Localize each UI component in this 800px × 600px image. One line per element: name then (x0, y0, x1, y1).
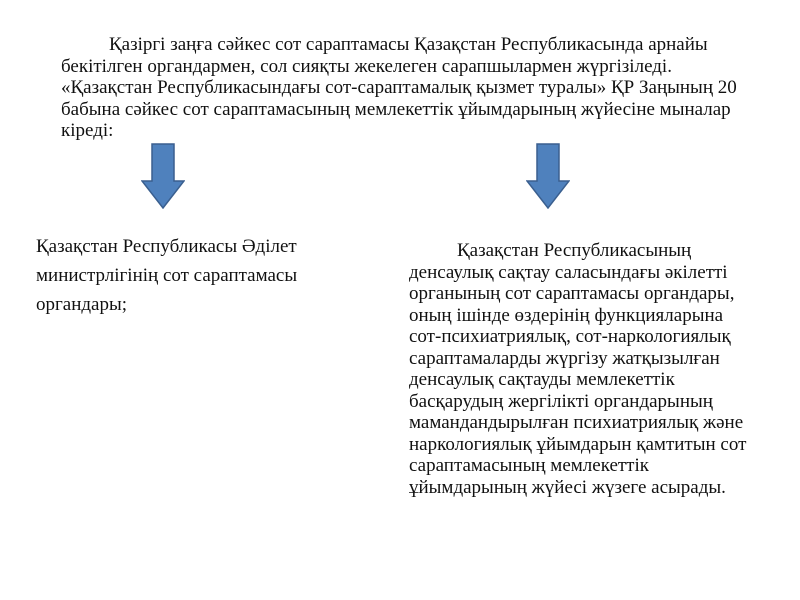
right-column-paragraph (409, 240, 759, 498)
intro-text: Қазіргі заңға сәйкес сот сараптамасы Қазақстан Республикасында арнайы бекітілген органдармен, сол сияқты жекелеген сарапшылармен жүргізіледі. «Қазақстан Республикасындағы сот-сараптамалық қызмет туралы» ҚР Заңының 20 бабына сәйкес сот сараптамасының мемлекеттік ұйымдарының жүйесіне мыналар кіреді: (61, 34, 737, 141)
right-column-text: Қазақстан Республикасының денсаулық сақтау саласындағы әкілетті органының сот сараптамасы органдары, оның ішінде өздерінің функцияларына сот-психиатриялық, сот-наркологиялық сараптамаларды жүргізу жатқызылған денсаулық сақтауды мемлекеттік басқарудың жергілікті органдарының мамандандырылған психиатриялық және наркологиялық ұйымдарын қамтитын сот сараптамасының мемлекеттік ұйымдарының жүйесі жүзеге асырады. (409, 240, 747, 498)
intro-paragraph (61, 34, 751, 142)
down-arrow-left-icon (141, 143, 185, 209)
down-arrow-right-shape (527, 144, 569, 208)
down-arrow-left-shape (142, 144, 184, 208)
left-column-text: Қазақстан Республикасы Әділет министрлігінің сот сараптамасы органдары; (36, 236, 298, 315)
down-arrow-right-icon (526, 143, 570, 209)
